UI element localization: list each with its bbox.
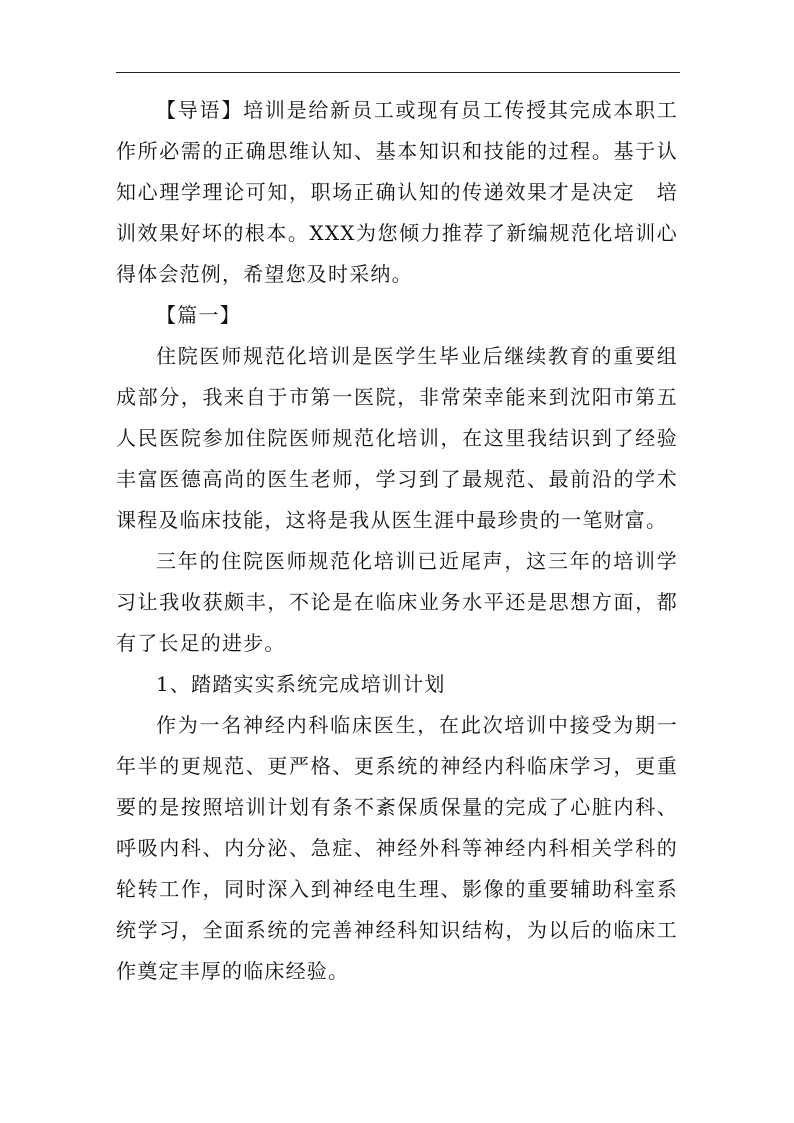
- body-paragraph-2: 三年的住院医师规范化培训已近尾声，这三年的培训学习让我收获颇丰，不论是在临床业务水平还是思想方面，都有了长足的进步。: [116, 549, 678, 655]
- section-title: 【篇一】: [156, 303, 241, 327]
- subheading: 1、踏踏实实系统完成培训计划: [156, 672, 446, 696]
- body-paragraph-1: 住院医师规范化培训是医学生毕业后继续教育的重要组成部分，我来自于市第一医院，非常荣幸能来到沈阳市第五人民医院参加住院医师规范化培训，在这里我结识到了经验丰富医德高尚的医生老师，学习到了最规范、最前沿的学术课程及临床技能，这将是我从医生涯中最珍贵的一笔财富。: [116, 344, 678, 532]
- header-rule: [116, 72, 680, 73]
- body-paragraph-3: 作为一名神经内科临床医生，在此次培训中接受为期一年半的更规范、更严格、更系统的神经内科临床学习，更重要的是按照培训计划有条不紊保质保量的完成了心脏内科、呼吸内科、内分泌、急症、神经外科等神经内科相关学科的轮转工作，同时深入到神经电生理、影像的重要辅助科室系统学习，全面系统的完善神经科知识结构，为以后的临床工作奠定丰厚的临床经验。: [116, 713, 678, 983]
- intro-paragraph: 【导语】培训是给新员工或现有员工传授其完成本职工作所必需的正确思维认知、基本知识和技能的过程。基于认知心理学理论可知，职场正确认知的传递效果才是决定 培训效果好坏的根本。XXX为您倾力推荐了新编规范化培训心得体会范例，希望您及时采纳。: [116, 98, 678, 286]
- document-body: [116, 90, 678, 992]
